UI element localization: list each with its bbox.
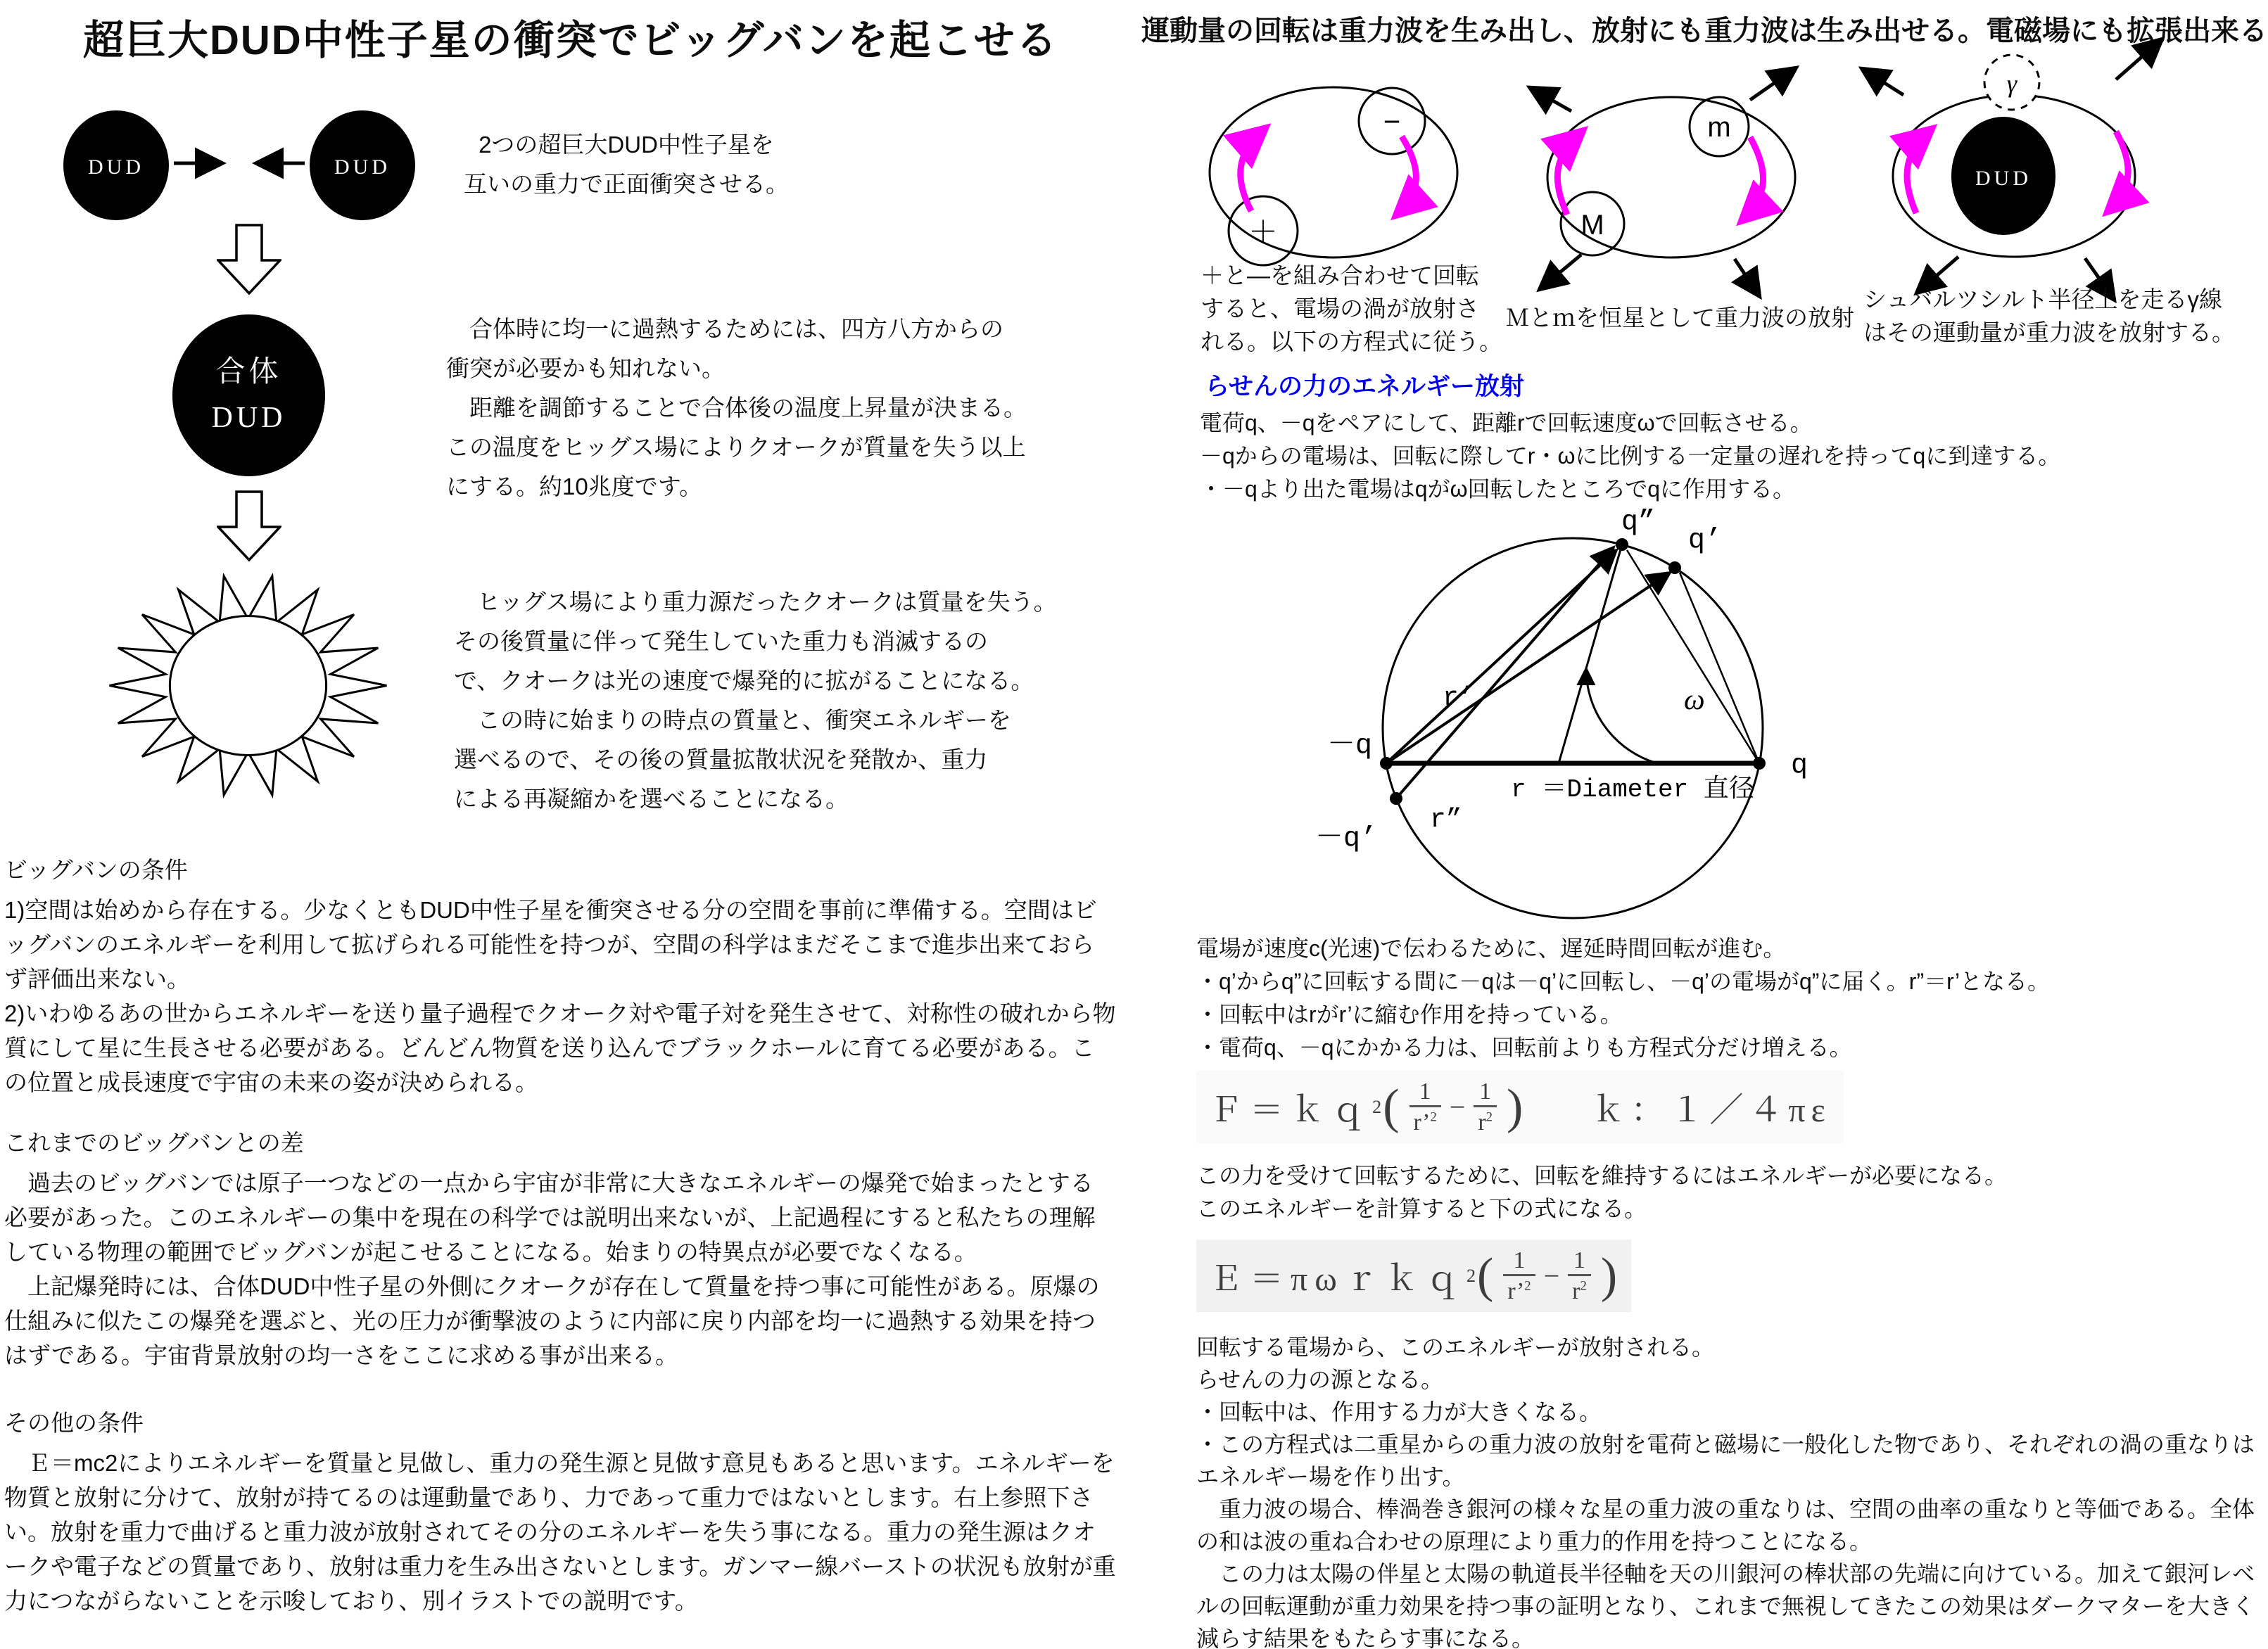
merged-dud-label-1: 合体 bbox=[215, 355, 282, 388]
rotation-arrow-cw-icon bbox=[1743, 137, 1763, 219]
section-heading: その他の条件 bbox=[4, 1410, 144, 1436]
charge-diagram-caption: ＋と―を組み合わせて回転 すると、電場の渦が放射さ れる。以下の方程式に従う。 bbox=[1200, 262, 1502, 355]
point-q bbox=[1753, 757, 1766, 770]
minus-q-prime-label: －q’ bbox=[1314, 823, 1377, 855]
point-minus-q-prime bbox=[1390, 792, 1402, 805]
field-line-minusq-qprime bbox=[1386, 573, 1670, 763]
point-q-double-prime bbox=[1616, 538, 1628, 551]
dud-gamma-diagram bbox=[1847, 25, 2268, 306]
energy-conclusion-text: 回転する電場から、このエネルギーが放射される。 らせんの力の源となる。 ・回転中は、作用する力が大きくなる。 ・この方程式は二重星からの重力波の放射を電荷と磁場に一般化した物であり、それぞれの渦の重なりはエネルギー場を作り出す。 重力波の場合、棒渦巻き銀河の様々な星の重力波の重なりは、空間の曲率の重なりと等価である。全体の和は波の重ね合わせの原理により重力的作用を持つことになる。 この力は太陽の伴星と太陽の軌道長半径軸を天の川銀河の棒状部の先端に向けている。加えて銀河レベルの回転運動が重力効果を持つ事の証明となり、これまで無視してきたこの効果はダークマターを大きく減らす結果をもたらす事になる。 bbox=[1196, 1335, 2255, 1649]
dud-black-star-label: DUD bbox=[1975, 167, 2032, 190]
formula-lhs: Ｅ＝πωｒｋｑ bbox=[1209, 1261, 1466, 1299]
left-title: 超巨大DUD中性子星の衝突でビッグバンを起こせる bbox=[83, 18, 1058, 63]
spiral-intro: 電荷q、－qをペアにして、距離rで回転速度ωで回転させる。 －qからの電場は、回転に際してr・ωに比例する一定量の遅れを持ってqに到達する。 ・－qより出た電場はqがω回転したところでqに作用する。 bbox=[1200, 410, 2061, 502]
radiation-arrow-icon bbox=[1750, 68, 1797, 100]
section-paragraph: Ｅ＝mc2によりエネルギーを質量と見做し、重力の発生源と見做す意見もあると思います。エネルギーを物質と放射に分けて、放射が持てるのは運動量であり、力であって重力ではないとします。右上参照下さい。放射を重力で曲げると重力波が放射されてその分のエネルギーを失う事になる。重力の発生源はクオークや電子などの質量であり、放射は重力を生み出さないとします。ガンマー線バーストの状況も放射が重力につながらないことを示唆しており、別イラストでの説明です。 bbox=[4, 1450, 1116, 1614]
force-text: この力を受けて回転するために、回転を維持するにはエネルギーが必要になる。 このエネルギーを計算すると下の式になる。 bbox=[1196, 1163, 2008, 1221]
rotation-arrow-cw-icon bbox=[1398, 136, 1416, 214]
spiral-energy-heading: らせんの力のエネルギー放射 bbox=[1205, 373, 1524, 400]
point-minus-q bbox=[1380, 757, 1393, 770]
merged-dud-star bbox=[172, 314, 325, 476]
q-label: q bbox=[1791, 750, 1808, 782]
omega-label: ω bbox=[1684, 684, 1705, 716]
section-paragraph: 1)空間は始めから存在する。少なくともDUD中性子星を衝突させる分の空間を事前に準備する。空間はビッグバンのエネルギーを利用して拡げられる可能性を持つが、空間の科学はまだそこまで進歩出来ておらず評価出来ない。 bbox=[4, 897, 1097, 992]
section-bigbang-conditions bbox=[4, 853, 1116, 1100]
fraction: $\frac{1}{r^2}$ bbox=[1474, 1078, 1497, 1136]
radiation-arrow-icon bbox=[2116, 39, 2162, 79]
radiation-arrow-icon bbox=[1735, 259, 1760, 297]
large-star-label: M bbox=[1580, 210, 1604, 241]
dud-gamma-caption: シュバルツシルト半径上を走るγ線 はその運動量が重力波を放射する。 bbox=[1863, 286, 2235, 345]
r-double-prime-label: r” bbox=[1430, 805, 1462, 835]
q-double-prime-label: q” bbox=[1621, 507, 1656, 538]
binary-star-caption: Ｍとｍを恒星として重力波の放射 bbox=[1506, 305, 1854, 331]
dud-star-left-label: DUD bbox=[88, 155, 144, 179]
dud-collision-diagram bbox=[53, 98, 433, 232]
explosion-caption: ヒッグス場により重力源だったクオークは質量を失う。 その後質量に伴って発生していた重力も消滅するの で、クオークは光の速度で爆発的に拡がることになる。 この時に始まりの時点の質量と、衝突エネルギーを 選べるので、その後の質量拡散状況を発散か、重力 による再凝縮かを選べることになる。 bbox=[454, 589, 1057, 812]
fraction: $\frac{1}{r’^2}$ bbox=[1409, 1078, 1441, 1136]
section-paragraph: 過去のビッグバンでは原子一つなどの一点から宇宙が非常に大きなエネルギーの爆発で始まったとする必要があった。このエネルギーの集中を現在の科学では説明出来ないが、上記過程にすると私たちの理解している物理の範囲でビッグバンが起こせることになる。始まりの特異点が必要でなくなる。 bbox=[4, 1170, 1096, 1265]
field-line-minusqprime-qdoubleprime bbox=[1396, 547, 1614, 798]
plus-charge-label: ＋ bbox=[1248, 215, 1279, 248]
merged-dud-label-2: DUD bbox=[211, 402, 286, 434]
omega-arc-arrow-icon bbox=[1586, 668, 1657, 763]
radiation-arrow-icon bbox=[1539, 255, 1581, 290]
energy-formula: Ｅ＝πωｒｋｑ 2 ( $\frac{1}{r’^2}$ − $\frac{1}{r^2}$ ) bbox=[1196, 1240, 1631, 1312]
gamma-label: γ bbox=[2006, 70, 2017, 98]
explosion-core-circle bbox=[170, 616, 326, 756]
section-difference bbox=[4, 1126, 1116, 1373]
explosion-starburst bbox=[70, 543, 426, 828]
point-q-prime bbox=[1668, 561, 1681, 574]
chord-q-qprime bbox=[1680, 573, 1759, 763]
merge-caption: 合体時に均一に過熱するためには、四方八方からの 衝突が必要かも知れない。 距離を調節することで合体後の温度上昇量が決まる。 この温度をヒッグス場によりクオークが質量を失う以上 にする。約10兆度です。 bbox=[446, 316, 1027, 499]
diameter-label: r ＝Diameter 直径 bbox=[1511, 775, 1754, 804]
force-formula: Ｆ＝ｋｑ 2 ( $\frac{1}{r’^2}$ − $\frac{1}{r^2}$ ) ｋ：１／４πε bbox=[1196, 1071, 1844, 1143]
formula-lhs: Ｆ＝ｋｑ bbox=[1209, 1092, 1373, 1130]
section-paragraph: 2)いわゆるあの世からエネルギーを送り量子過程でクオーク対や電子対を発生させて、対称性の破れから物質にして星に生長させる必要がある。どんどん物質を送り込んでブラックホールに育てる必要がある。この位置と成長速度で宇宙の未来の姿が決められる。 bbox=[4, 1000, 1116, 1095]
section-heading: これまでのビッグバンとの差 bbox=[4, 1130, 304, 1156]
rotation-geometry-diagram bbox=[1228, 507, 1939, 929]
right-title: 運動量の回転は重力波を生み出し、放射にも重力波は生み出せる。電磁場にも拡張出来る bbox=[1141, 15, 2267, 46]
rotated-radius-line bbox=[1559, 545, 1622, 763]
q-prime-label: q’ bbox=[1687, 525, 1723, 556]
section-paragraph: 上記爆発時には、合体DUD中性子星の外側にクオークが存在して質量を持つ事に可能性がある。原爆の仕組みに似たこの爆発を選ぶと、光の圧力が衝撃波のように内部に戻り内部を均一に過熱する効果を持つはずである。宇宙背景放射の均一さをここに求める事が出来る。 bbox=[4, 1273, 1100, 1368]
minus-charge-label: − bbox=[1383, 105, 1401, 138]
rotation-arrow-ccw-icon bbox=[1907, 130, 1930, 213]
binary-star-diagram bbox=[1502, 56, 1833, 303]
collision-caption: 2つの超巨大DUD中性子星を 互いの重力で正面衝突させる。 bbox=[464, 132, 789, 197]
radiation-arrow-icon bbox=[1861, 68, 1903, 95]
fraction: $\frac{1}{r^2}$ bbox=[1568, 1247, 1591, 1305]
charge-rotation-diagram bbox=[1196, 77, 1471, 278]
radiation-arrow-icon bbox=[1529, 87, 1571, 111]
section-other-conditions bbox=[4, 1406, 1116, 1618]
down-arrow-icon bbox=[217, 224, 281, 295]
delay-explanation: 電場が速度c(光速)で伝わるために、遅延時間回転が進む。 ・q’からq”に回転する間に－qは－q’に回転し、－q’の電場がq”に届く。r”＝r’となる。 ・回転中はrがr’に縮む作用を持っている。 ・電荷q、－qにかかる力は、回転前よりも方程式分だけ増える。 bbox=[1196, 936, 2051, 1060]
section-heading: ビッグバンの条件 bbox=[4, 857, 188, 883]
fraction: $\frac{1}{r’^2}$ bbox=[1503, 1247, 1535, 1305]
small-star-label: m bbox=[1707, 112, 1731, 143]
dud-star-right-label: DUD bbox=[334, 155, 391, 179]
formula-constant-note: ｋ：１／４πε bbox=[1591, 1092, 1831, 1130]
minus-q-label: －q bbox=[1326, 730, 1372, 762]
r-prime-label: r’ bbox=[1443, 683, 1475, 713]
